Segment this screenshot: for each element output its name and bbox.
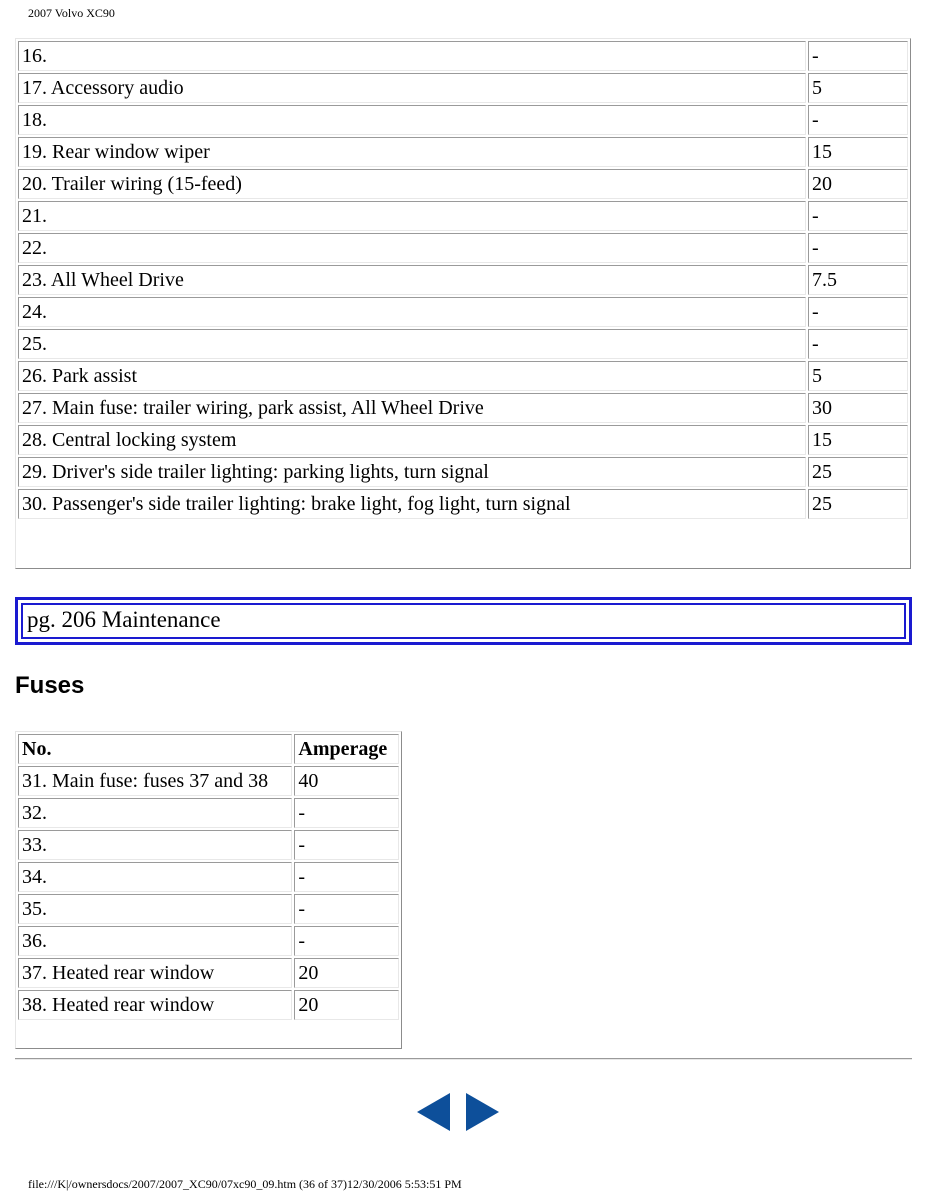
- amperage-cell: -: [808, 233, 908, 263]
- amperage-cell: 20: [808, 169, 908, 199]
- arrow-left-icon: [417, 1093, 451, 1131]
- amperage-cell: -: [808, 297, 908, 327]
- table-row: [18, 297, 908, 327]
- fuse-name-cell: 23. All Wheel Drive: [18, 265, 806, 295]
- table-row: [18, 990, 399, 1020]
- fuse-name-cell: 18.: [18, 105, 806, 135]
- table-row: [18, 926, 399, 956]
- fuse-name-cell: 27. Main fuse: trailer wiring, park assist, All Wheel Drive: [18, 393, 806, 423]
- next-page-button[interactable]: [465, 1093, 499, 1136]
- fuse-name-cell: 36.: [18, 926, 292, 956]
- amperage-cell: -: [808, 329, 908, 359]
- table-row: [18, 862, 399, 892]
- fuse-table-bottom-body: [18, 766, 399, 1020]
- previous-page-button[interactable]: [417, 1093, 451, 1136]
- table-row: [18, 425, 908, 455]
- fuse-name-cell: 37. Heated rear window: [18, 958, 292, 988]
- section-heading: Fuses: [15, 672, 85, 699]
- table-row: [18, 169, 908, 199]
- page-reference-box: [15, 597, 912, 645]
- fuse-name-cell: 31. Main fuse: fuses 37 and 38: [18, 766, 292, 796]
- table-row: [18, 201, 908, 231]
- table-row: [18, 489, 908, 519]
- amperage-cell: -: [808, 201, 908, 231]
- fuse-table-top: [15, 38, 911, 569]
- column-header-amperage: Amperage: [294, 734, 399, 764]
- footer-file-path: file:///K|/ownersdocs/2007/2007_XC90/07xc90_09.htm (36 of 37)12/30/2006 5:53:51 PM: [28, 1177, 462, 1191]
- fuse-name-cell: 22.: [18, 233, 806, 263]
- amperage-cell: -: [294, 830, 399, 860]
- table-row: [18, 265, 908, 295]
- amperage-cell: 25: [808, 489, 908, 519]
- fuse-name-cell: 38. Heated rear window: [18, 990, 292, 1020]
- table-row: [18, 41, 908, 71]
- fuse-name-cell: 16.: [18, 41, 806, 71]
- fuse-name-cell: 17. Accessory audio: [18, 73, 806, 103]
- amperage-cell: -: [808, 105, 908, 135]
- table-row: [18, 894, 399, 924]
- fuse-name-cell: 20. Trailer wiring (15-feed): [18, 169, 806, 199]
- table-row: [18, 361, 908, 391]
- table-row: [18, 457, 908, 487]
- amperage-cell: -: [294, 926, 399, 956]
- table-row: [18, 798, 399, 828]
- fuse-name-cell: 25.: [18, 329, 806, 359]
- amperage-cell: 40: [294, 766, 399, 796]
- amperage-cell: 20: [294, 958, 399, 988]
- amperage-cell: 25: [808, 457, 908, 487]
- table-row: [18, 958, 399, 988]
- table-row: [18, 830, 399, 860]
- fuse-table-bottom: [15, 731, 402, 1049]
- page-reference-label: pg. 206 Maintenance: [21, 603, 906, 639]
- amperage-cell: -: [294, 798, 399, 828]
- table-row: [18, 393, 908, 423]
- fuse-name-cell: 24.: [18, 297, 806, 327]
- table-header-row: [18, 734, 399, 764]
- fuse-name-cell: 21.: [18, 201, 806, 231]
- amperage-cell: 5: [808, 361, 908, 391]
- page-navigation: [417, 1093, 499, 1136]
- amperage-cell: -: [808, 41, 908, 71]
- amperage-cell: 15: [808, 425, 908, 455]
- fuse-name-cell: 35.: [18, 894, 292, 924]
- amperage-cell: 5: [808, 73, 908, 103]
- fuse-name-cell: 33.: [18, 830, 292, 860]
- arrow-right-icon: [465, 1093, 499, 1131]
- fuse-name-cell: 30. Passenger's side trailer lighting: brake light, fog light, turn signal: [18, 489, 806, 519]
- fuse-name-cell: 26. Park assist: [18, 361, 806, 391]
- amperage-cell: 15: [808, 137, 908, 167]
- document-title: 2007 Volvo XC90: [28, 6, 115, 20]
- table-row: [18, 233, 908, 263]
- fuse-name-cell: 32.: [18, 798, 292, 828]
- table-row: [18, 766, 399, 796]
- amperage-cell: -: [294, 862, 399, 892]
- fuse-name-cell: 19. Rear window wiper: [18, 137, 806, 167]
- amperage-cell: -: [294, 894, 399, 924]
- horizontal-divider: [15, 1058, 912, 1060]
- table-row: [18, 73, 908, 103]
- amperage-cell: 30: [808, 393, 908, 423]
- table-row: [18, 329, 908, 359]
- fuse-table-top-body: [18, 41, 908, 519]
- fuse-name-cell: 29. Driver's side trailer lighting: parking lights, turn signal: [18, 457, 806, 487]
- amperage-cell: 20: [294, 990, 399, 1020]
- fuse-name-cell: 34.: [18, 862, 292, 892]
- column-header-no: No.: [18, 734, 292, 764]
- table-row: [18, 105, 908, 135]
- fuse-name-cell: 28. Central locking system: [18, 425, 806, 455]
- amperage-cell: 7.5: [808, 265, 908, 295]
- table-row: [18, 137, 908, 167]
